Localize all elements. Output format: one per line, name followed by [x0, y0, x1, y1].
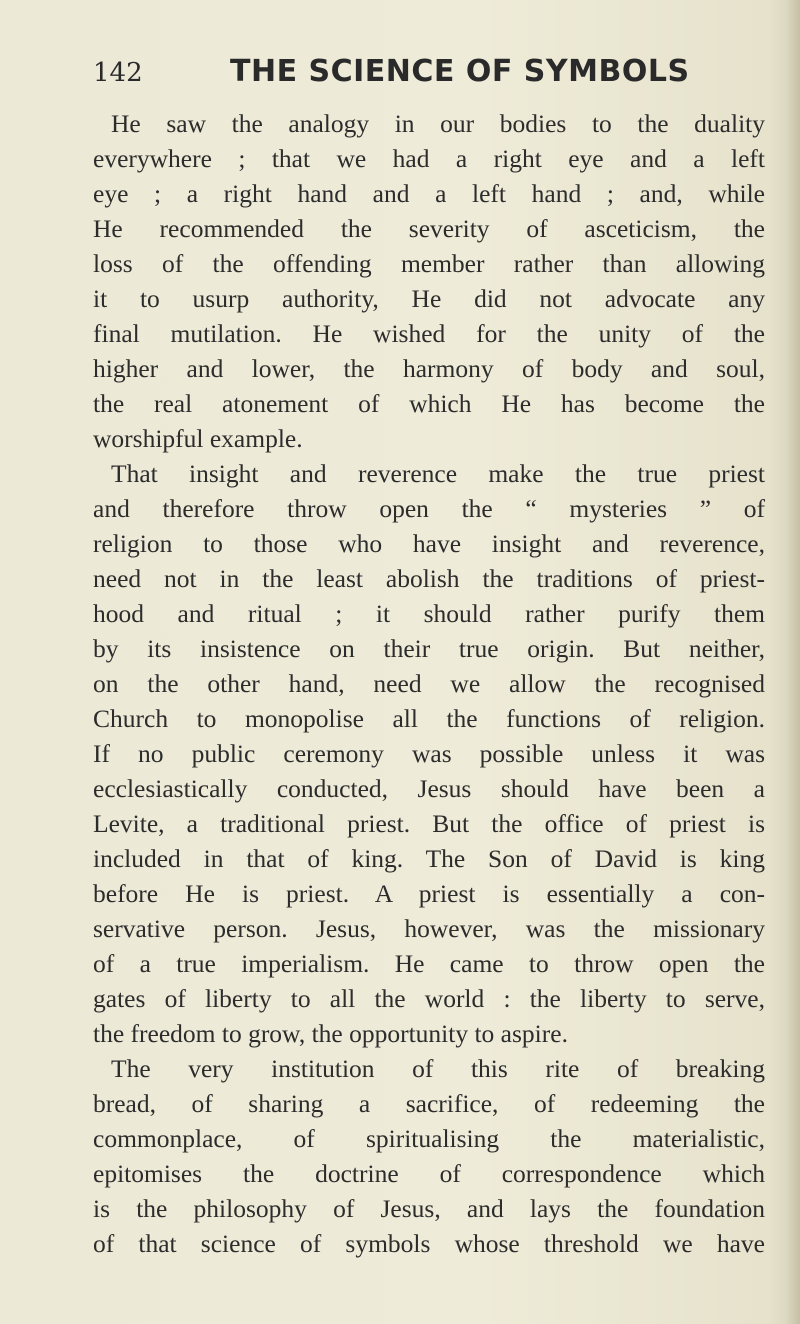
text-line: If no public ceremony was possible unless it was: [93, 739, 765, 768]
body-text: [93, 106, 765, 1261]
text-line: of that science of symbols whose threshold we have: [93, 1229, 765, 1258]
text-line: the freedom to grow, the opportunity to aspire.: [93, 1019, 568, 1048]
text-line: everywhere ; that we had a right eye and a left: [93, 144, 765, 173]
text-line: hood and ritual ; it should rather purify them: [93, 599, 765, 628]
text-line: The very institution of this rite of breaking: [111, 1054, 765, 1083]
text-line: Church to monopolise all the functions of religion.: [93, 704, 765, 733]
text-line: and therefore throw open the “ mysteries ” of: [93, 494, 765, 523]
text-line: loss of the offending member rather than allowing: [93, 249, 765, 278]
text-line: ecclesiastically conducted, Jesus should have been a: [93, 774, 765, 803]
text-line: final mutilation. He wished for the unity of the: [93, 319, 765, 348]
text-line: epitomises the doctrine of correspondence which: [93, 1159, 765, 1188]
text-line: of a true imperialism. He came to throw open the: [93, 949, 765, 978]
text-line: included in that of king. The Son of David is king: [93, 844, 765, 873]
running-title: THE SCIENCE OF SYMBOLS: [230, 54, 690, 89]
text-line: commonplace, of spiritualising the materialistic,: [93, 1124, 765, 1153]
text-line: higher and lower, the harmony of body and soul,: [93, 354, 765, 383]
text-line: Levite, a traditional priest. But the office of priest is: [93, 809, 765, 838]
text-line: He saw the analogy in our bodies to the duality: [111, 109, 765, 138]
page-number: 142: [93, 58, 143, 88]
text-line: by its insistence on their true origin. But neither,: [93, 634, 765, 663]
page-edge-shadow: [786, 0, 800, 1324]
text-line: worshipful example.: [93, 424, 303, 453]
text-line: before He is priest. A priest is essentially a con-: [93, 879, 765, 908]
text-line: need not in the least abolish the traditions of priest-: [93, 564, 765, 593]
text-line: the real atonement of which He has become the: [93, 389, 765, 418]
text-line: gates of liberty to all the world : the liberty to serve,: [93, 984, 765, 1013]
text-line: eye ; a right hand and a left hand ; and, while: [93, 179, 765, 208]
text-line: on the other hand, need we allow the recognised: [93, 669, 765, 698]
text-line: is the philosophy of Jesus, and lays the foundation: [93, 1194, 765, 1223]
text-line: That insight and reverence make the true priest: [111, 459, 765, 488]
text-line: religion to those who have insight and reverence,: [93, 529, 765, 558]
text-line: it to usurp authority, He did not advocate any: [93, 284, 765, 313]
text-line: servative person. Jesus, however, was the missionary: [93, 914, 765, 943]
text-line: bread, of sharing a sacrifice, of redeeming the: [93, 1089, 765, 1118]
text-line: He recommended the severity of asceticism, the: [93, 214, 765, 243]
running-header: [93, 54, 733, 98]
